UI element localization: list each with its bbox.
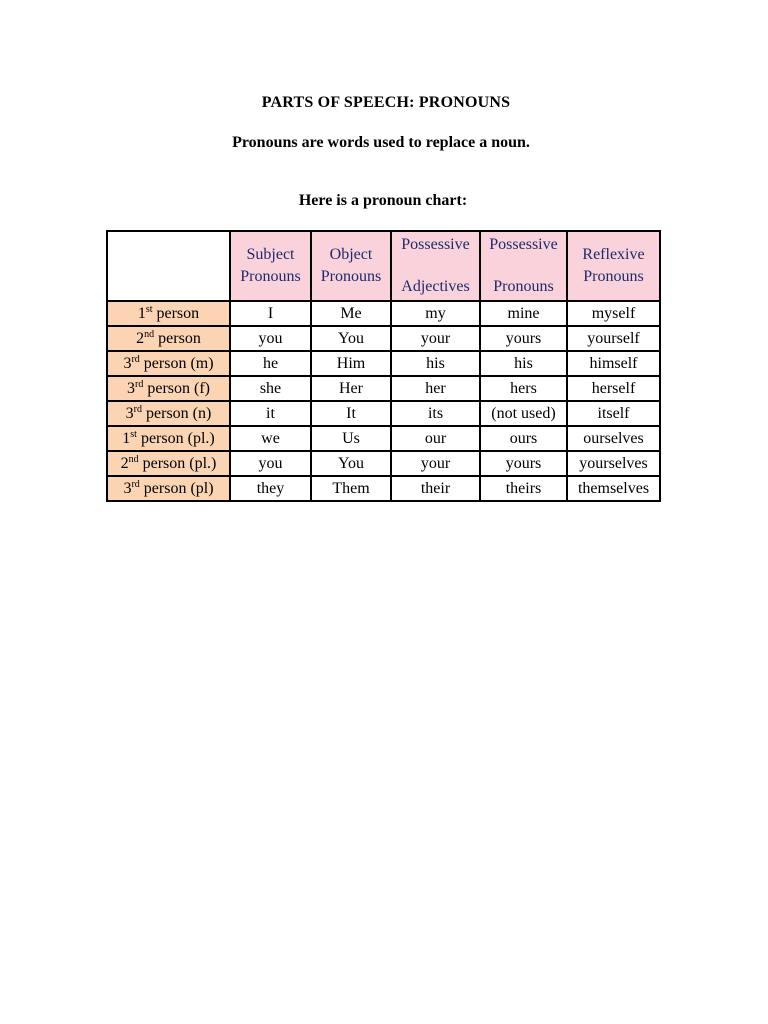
person-label-cell <box>107 326 230 351</box>
header-reflexive-pronouns <box>567 231 660 301</box>
person-number: 3 <box>123 479 132 497</box>
person-label-cell <box>107 476 230 501</box>
subject-cell: he <box>230 351 311 376</box>
table-row <box>107 326 660 351</box>
person-label: person (pl.) <box>138 454 217 472</box>
ordinal-suffix: rd <box>131 478 140 490</box>
page-title: PARTS OF SPEECH: PRONOUNS <box>261 94 511 111</box>
person-label: person <box>154 329 201 347</box>
possessive-pronoun-cell: hers <box>480 376 567 401</box>
subject-cell: I <box>230 301 311 326</box>
ordinal-suffix: rd <box>133 403 143 415</box>
possessive-adjective-cell: its <box>391 401 480 426</box>
header-object-line-2: Pronouns <box>320 268 382 285</box>
person-label-cell <box>107 301 230 326</box>
reflexive-cell: itself <box>567 401 660 426</box>
header-refl-line-1: Reflexive <box>582 246 645 263</box>
header-subject-line-1: Subject <box>246 246 295 263</box>
ordinal-suffix: rd <box>135 378 144 390</box>
reflexive-cell: themselves <box>567 476 660 501</box>
ordinal-suffix: st <box>145 303 153 315</box>
subject-cell: they <box>230 476 311 501</box>
person-label-cell <box>107 351 230 376</box>
object-cell: You <box>311 451 391 476</box>
subject-cell: you <box>230 326 311 351</box>
subject-cell: we <box>230 426 311 451</box>
header-corner-cell <box>107 231 230 301</box>
person-number: 1 <box>137 304 146 322</box>
person-label: person (f) <box>143 379 210 397</box>
reflexive-cell: myself <box>567 301 660 326</box>
header-subject-line-2: Pronouns <box>240 268 301 285</box>
reflexive-cell: himself <box>567 351 660 376</box>
chart-intro-text: Here is a pronoun chart: <box>298 192 468 209</box>
table-row <box>107 451 660 476</box>
ordinal-suffix: nd <box>144 328 155 340</box>
possessive-adjective-cell: my <box>391 301 480 326</box>
object-cell: Her <box>311 376 391 401</box>
possessive-pronoun-cell: his <box>480 351 567 376</box>
header-subject-pronouns <box>230 231 311 301</box>
possessive-pronoun-cell: (not used) <box>480 401 567 426</box>
person-label-cell <box>107 376 230 401</box>
possessive-pronoun-cell: mine <box>480 301 567 326</box>
header-object-pronouns <box>311 231 391 301</box>
object-cell: It <box>311 401 391 426</box>
reflexive-cell: yourselves <box>567 451 660 476</box>
ordinal-suffix: rd <box>131 353 140 365</box>
possessive-adjective-cell: his <box>391 351 480 376</box>
possessive-pronoun-cell: theirs <box>480 476 567 501</box>
possessive-adjective-cell: their <box>391 476 480 501</box>
table-row <box>107 476 660 501</box>
object-cell: Them <box>311 476 391 501</box>
object-cell: You <box>311 326 391 351</box>
person-number: 2 <box>120 454 129 472</box>
object-cell: Him <box>311 351 391 376</box>
subject-cell: it <box>230 401 311 426</box>
table-row <box>107 401 660 426</box>
person-label-cell <box>107 451 230 476</box>
reflexive-cell: ourselves <box>567 426 660 451</box>
person-label: person (pl) <box>139 479 214 497</box>
pronoun-chart-table <box>106 230 661 502</box>
person-number: 3 <box>125 404 134 422</box>
object-cell: Us <box>311 426 391 451</box>
header-possessive-pronouns <box>480 231 567 301</box>
definition-text: Pronouns are words used to replace a noun. <box>232 134 530 151</box>
header-object-line-1: Object <box>329 246 373 263</box>
header-padj-line-2: Adjectives <box>401 278 470 295</box>
table-row <box>107 376 660 401</box>
possessive-pronoun-cell: yours <box>480 326 567 351</box>
possessive-pronoun-cell: ours <box>480 426 567 451</box>
possessive-adjective-cell: our <box>391 426 480 451</box>
table-row <box>107 351 660 376</box>
person-label-cell <box>107 401 230 426</box>
person-label: person (m) <box>139 354 214 372</box>
person-number: 3 <box>127 379 135 397</box>
table-row <box>107 426 660 451</box>
header-refl-line-2: Pronouns <box>583 268 644 285</box>
possessive-adjective-cell: your <box>391 326 480 351</box>
person-label: person (n) <box>142 404 212 422</box>
header-ppro-line-2: Pronouns <box>493 278 554 295</box>
table-header-row <box>107 231 660 301</box>
person-number: 3 <box>123 354 132 372</box>
subject-cell: you <box>230 451 311 476</box>
header-padj-line-1: Possessive <box>401 236 470 253</box>
person-label-cell <box>107 426 230 451</box>
header-possessive-adjectives <box>391 231 480 301</box>
person-number: 1 <box>122 429 131 447</box>
person-label: person <box>152 304 200 322</box>
ordinal-suffix: st <box>130 428 137 440</box>
person-number: 2 <box>136 329 145 347</box>
subject-cell: she <box>230 376 311 401</box>
possessive-adjective-cell: your <box>391 451 480 476</box>
person-label: person (pl.) <box>136 429 215 447</box>
object-cell: Me <box>311 301 391 326</box>
header-ppro-line-1: Possessive <box>489 236 558 253</box>
reflexive-cell: herself <box>567 376 660 401</box>
reflexive-cell: yourself <box>567 326 660 351</box>
possessive-pronoun-cell: yours <box>480 451 567 476</box>
ordinal-suffix: nd <box>128 453 139 465</box>
possessive-adjective-cell: her <box>391 376 480 401</box>
table-row <box>107 301 660 326</box>
